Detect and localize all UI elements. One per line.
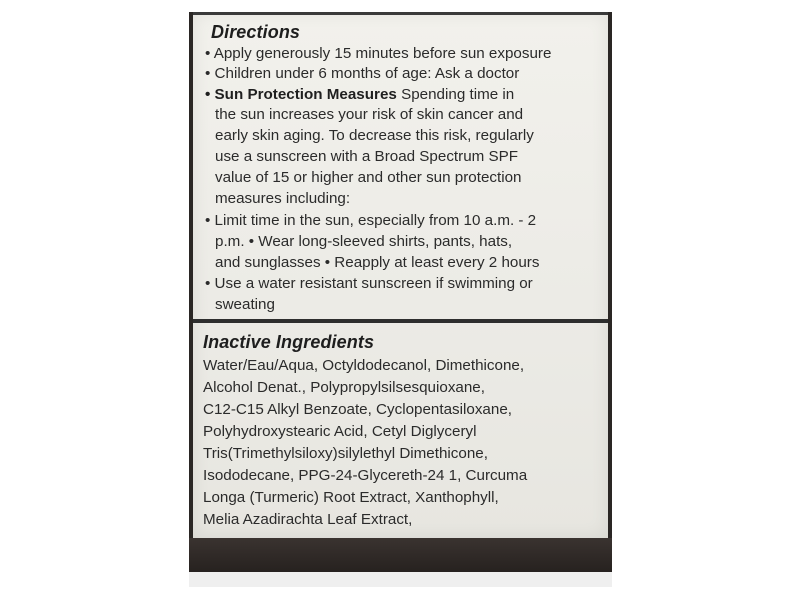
sun-protection-text: Spending time in bbox=[401, 86, 515, 103]
ingredients-line-8: Melia Azadirachta Leaf Extract, bbox=[203, 511, 413, 528]
ingredients-line-1: Water/Eau/Aqua, Octyldodecanol, Dimethicone, bbox=[203, 357, 525, 374]
directions-heading: Directions bbox=[211, 22, 301, 42]
directions-line-7: value of 15 or higher and other sun protection bbox=[215, 169, 522, 186]
directions-line-11: and sunglasses • Reapply at least every 2 hours bbox=[215, 254, 540, 271]
ingredients-line-4: Polyhydroxystearic Acid, Cetyl Diglyceryl bbox=[203, 423, 477, 440]
directions-line-12: • Use a water resistant sunscreen if swimming or bbox=[205, 275, 533, 292]
sun-protection-label: • Sun Protection Measures bbox=[205, 86, 397, 103]
directions-line-3 bbox=[205, 85, 514, 104]
product-label-photo bbox=[189, 12, 612, 587]
directions-line-4: the sun increases your risk of skin cancer and bbox=[215, 106, 524, 123]
directions-line-2: • Children under 6 months of age: Ask a doctor bbox=[205, 65, 520, 82]
ingredients-line-7: Longa (Turmeric) Root Extract, Xanthophyll, bbox=[203, 489, 499, 506]
ingredients-line-6: Isododecane, PPG-24-Glycereth-24 1, Curcuma bbox=[203, 467, 528, 484]
directions-line-9: • Limit time in the sun, especially from 10 a.m. - 2 bbox=[205, 212, 537, 229]
background-surface bbox=[189, 572, 612, 587]
drug-facts-panel bbox=[193, 12, 608, 538]
panel-top-border bbox=[193, 12, 608, 15]
directions-line-8: measures including: bbox=[215, 190, 351, 207]
ingredients-line-5: Tris(Trimethylsiloxy)silylethyl Dimethicone, bbox=[203, 445, 488, 462]
ingredients-line-2: Alcohol Denat., Polypropylsilsesquioxane, bbox=[203, 379, 485, 396]
ingredients-line-3: C12-C15 Alkyl Benzoate, Cyclopentasiloxane, bbox=[203, 401, 512, 418]
inactive-ingredients-heading: Inactive Ingredients bbox=[203, 332, 375, 352]
directions-line-13: sweating bbox=[215, 296, 275, 313]
directions-line-10: p.m. • Wear long-sleeved shirts, pants, hats, bbox=[215, 233, 513, 250]
directions-line-1: • Apply generously 15 minutes before sun exposure bbox=[205, 45, 552, 62]
directions-line-6: use a sunscreen with a Broad Spectrum SPF bbox=[215, 148, 519, 165]
directions-line-5: early skin aging. To decrease this risk, regularly bbox=[215, 127, 534, 144]
section-divider bbox=[193, 319, 608, 323]
